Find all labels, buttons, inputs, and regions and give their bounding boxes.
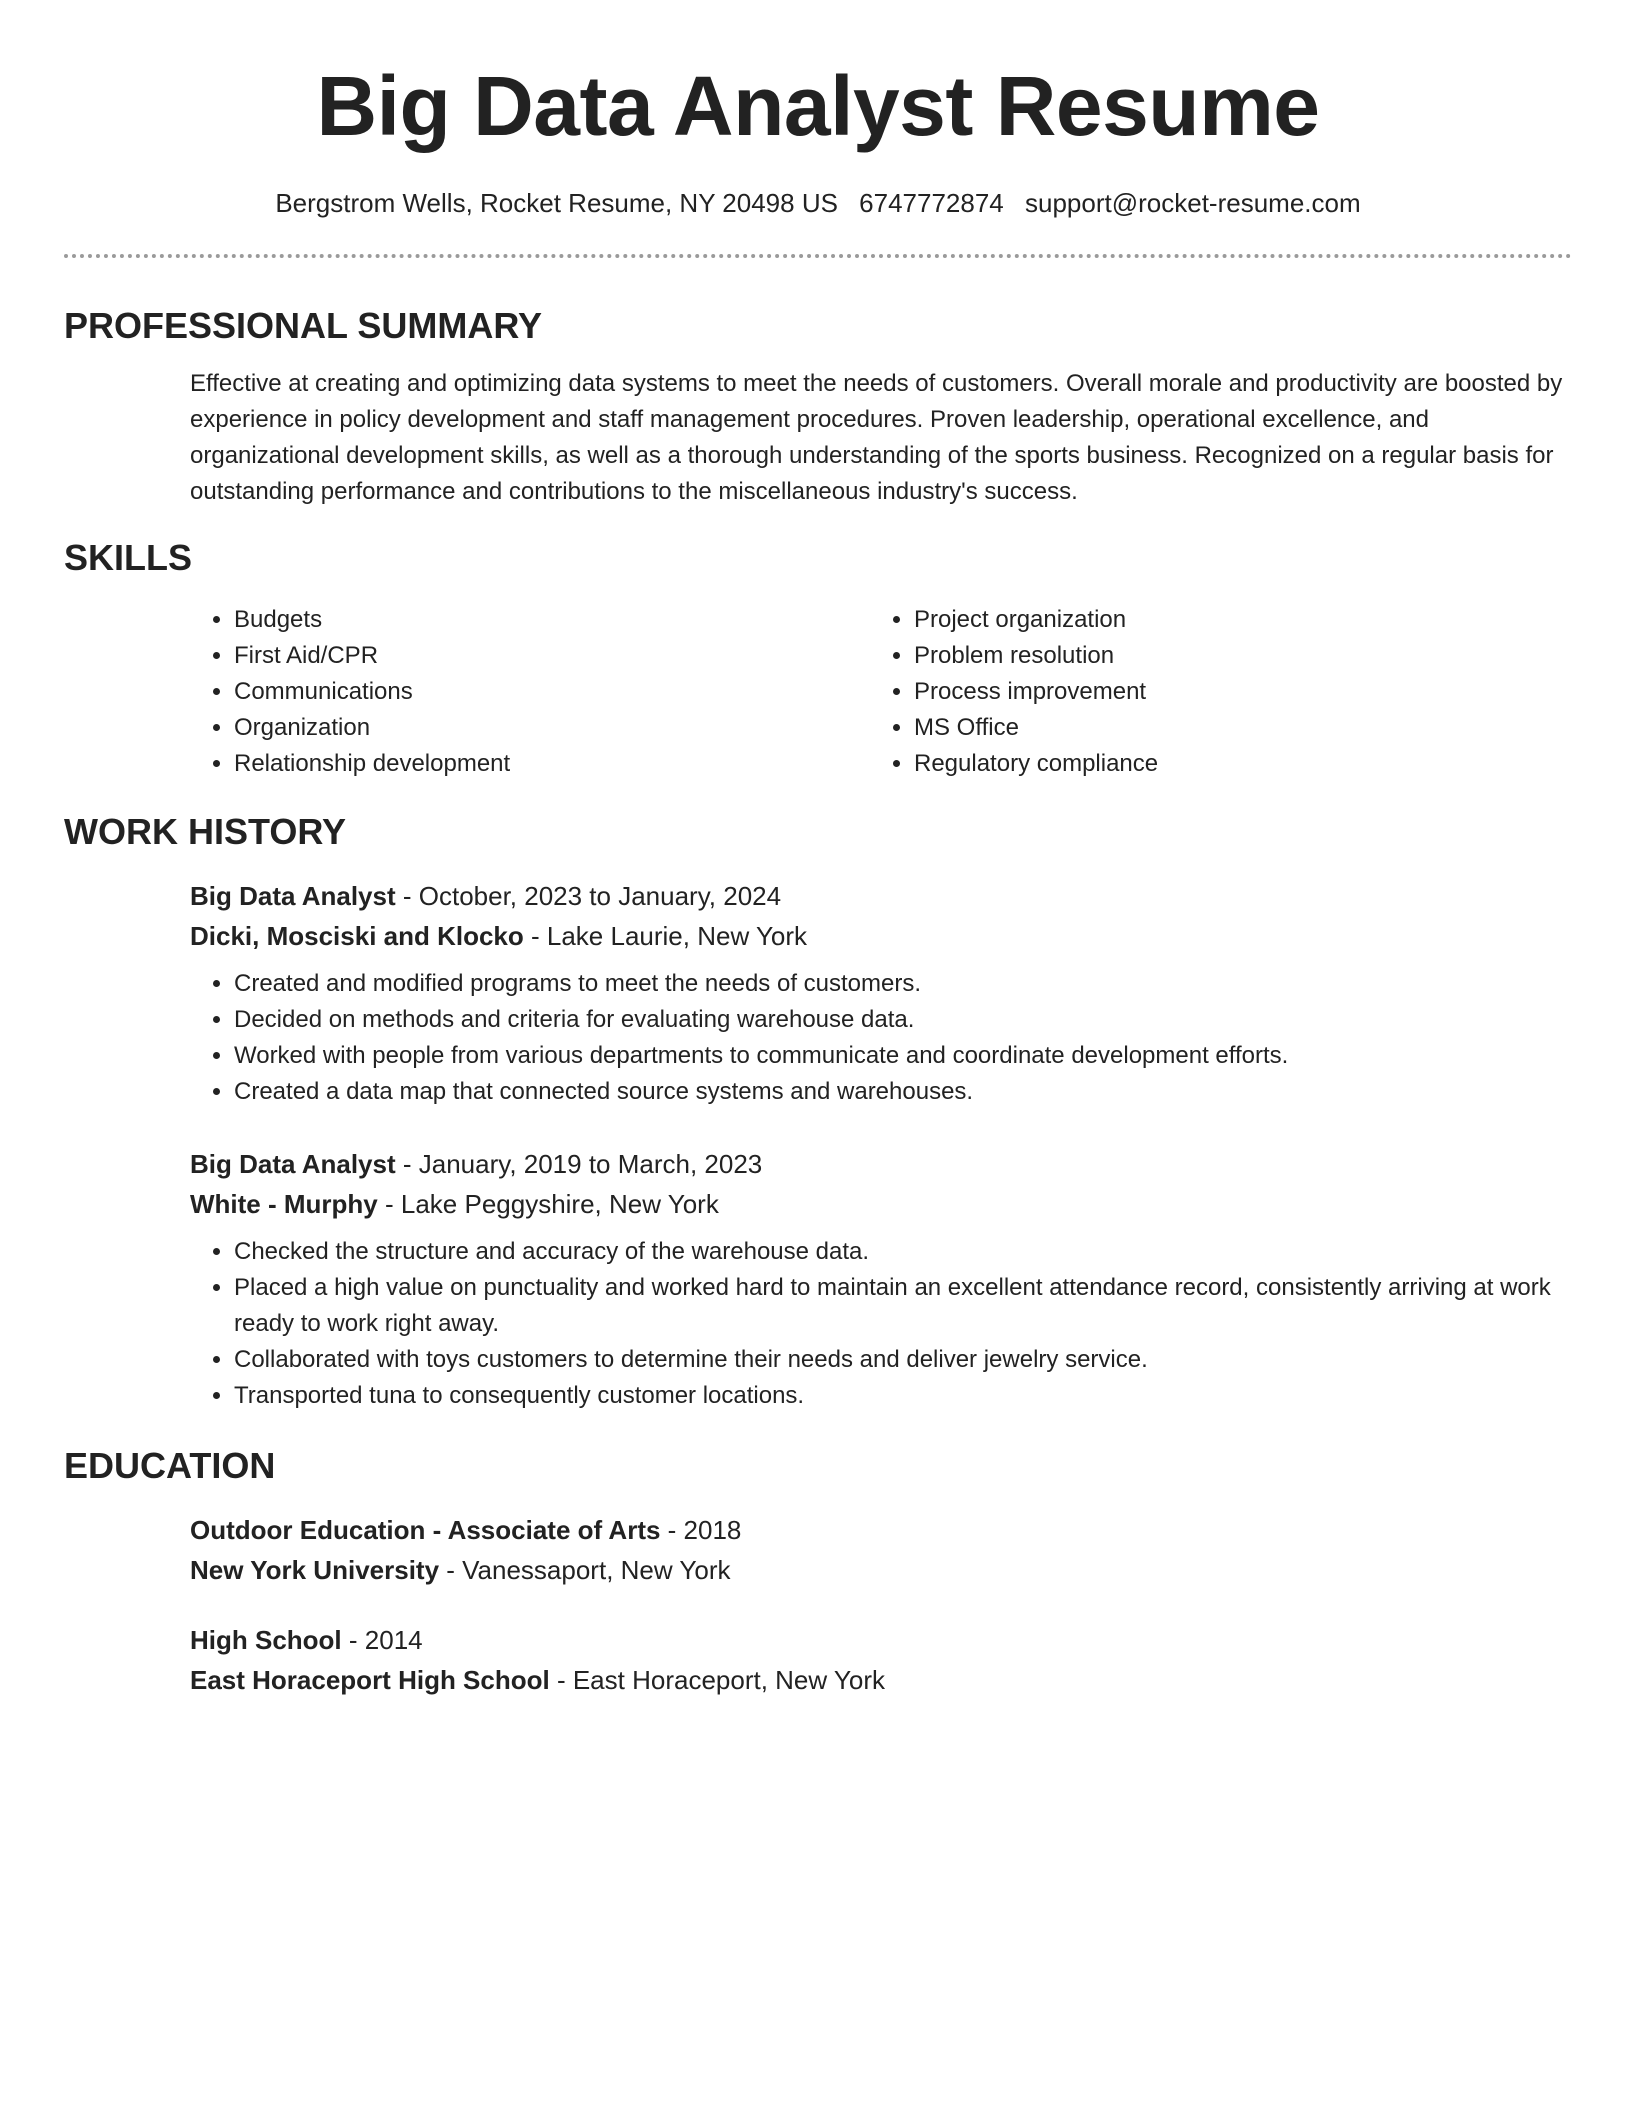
education-heading: EDUCATION bbox=[64, 1445, 276, 1486]
education-entry bbox=[190, 1620, 1572, 1700]
job-bullet-list bbox=[190, 966, 1574, 1110]
contact-line bbox=[64, 186, 1572, 220]
job-bullet: • Created and modified programs to meet the needs of customers. bbox=[234, 966, 1574, 1002]
job-entry bbox=[190, 876, 1572, 1110]
job-location: - Lake Peggyshire, New York bbox=[377, 1189, 719, 1219]
job-company-line bbox=[190, 916, 1572, 956]
contact-email: support@rocket-resume.com bbox=[1025, 188, 1361, 218]
skill-item: • Project organization bbox=[914, 602, 1554, 638]
education-location: - Vanessaport, New York bbox=[439, 1555, 731, 1585]
job-bullet: • Created a data map that connected source systems and warehouses. bbox=[234, 1074, 1574, 1110]
job-title-line bbox=[190, 876, 1572, 916]
education-degree-line bbox=[190, 1510, 1572, 1550]
contact-phone: 6747772874 bbox=[859, 188, 1004, 218]
education-year: - 2018 bbox=[660, 1515, 742, 1545]
education-degree: High School bbox=[190, 1625, 342, 1655]
skill-item: • Organization bbox=[234, 710, 870, 746]
header-divider bbox=[64, 254, 1572, 258]
job-location: - Lake Laurie, New York bbox=[523, 921, 808, 951]
summary-text: Effective at creating and optimizing data systems to meet the needs of customers. Overall morale and productivity are boosted by experience in policy development and staff management procedures. Proven leadership, operational excellence, and organizational development skills, as well as a thorough understanding of the sports business. Recognized on a regular basis for outstanding performance and contributions to the miscellaneous industry's success. bbox=[190, 370, 1563, 505]
skill-item: • Budgets bbox=[234, 602, 870, 638]
job-dates: - October, 2023 to January, 2024 bbox=[395, 881, 782, 911]
job-bullet: • Worked with people from various departments to communicate and coordinate development efforts. bbox=[234, 1038, 1574, 1074]
job-bullet: • Transported tuna to consequently customer locations. bbox=[234, 1378, 1574, 1414]
job-company: White - Murphy bbox=[190, 1189, 378, 1219]
work-history-heading: WORK HISTORY bbox=[64, 811, 347, 852]
job-title: Big Data Analyst bbox=[190, 1149, 396, 1179]
resume-page bbox=[64, 0, 1572, 1700]
skills-column-left bbox=[190, 602, 870, 782]
skill-item: • Relationship development bbox=[234, 746, 870, 782]
skill-item: • First Aid/CPR bbox=[234, 638, 870, 674]
education-school: East Horaceport High School bbox=[190, 1665, 550, 1695]
education-school-line bbox=[190, 1550, 1572, 1590]
education-year: - 2014 bbox=[341, 1625, 423, 1655]
job-bullet: • Collaborated with toys customers to determine their needs and deliver jewelry service. bbox=[234, 1342, 1574, 1378]
job-entry bbox=[190, 1144, 1572, 1414]
job-bullet: • Decided on methods and criteria for evaluating warehouse data. bbox=[234, 1002, 1574, 1038]
job-company-line bbox=[190, 1184, 1572, 1224]
education-location: - East Horaceport, New York bbox=[549, 1665, 885, 1695]
resume-title: Big Data Analyst Resume bbox=[316, 59, 1320, 153]
contact-address: Bergstrom Wells, Rocket Resume, NY 20498 US bbox=[275, 188, 838, 218]
skill-item: • Process improvement bbox=[914, 674, 1554, 710]
job-title-line bbox=[190, 1144, 1572, 1184]
education-school: New York University bbox=[190, 1555, 440, 1585]
job-company: Dicki, Mosciski and Klocko bbox=[190, 921, 524, 951]
job-title: Big Data Analyst bbox=[190, 881, 396, 911]
skills-column-right bbox=[870, 602, 1554, 782]
summary-heading: PROFESSIONAL SUMMARY bbox=[64, 305, 543, 346]
skill-item: • Communications bbox=[234, 674, 870, 710]
job-bullet: • Placed a high value on punctuality and worked hard to maintain an excellent attendance record, consistently arriving at work ready to work right away. bbox=[234, 1270, 1574, 1342]
job-dates: - January, 2019 to March, 2023 bbox=[395, 1149, 763, 1179]
skill-item: • Regulatory compliance bbox=[914, 746, 1554, 782]
skills-grid bbox=[190, 602, 1572, 782]
job-bullet-list bbox=[190, 1234, 1574, 1414]
education-school-line bbox=[190, 1660, 1572, 1700]
education-degree: Outdoor Education - Associate of Arts bbox=[190, 1515, 661, 1545]
job-bullet: • Checked the structure and accuracy of the warehouse data. bbox=[234, 1234, 1574, 1270]
skills-heading: SKILLS bbox=[64, 537, 193, 578]
skill-item: • MS Office bbox=[914, 710, 1554, 746]
education-degree-line bbox=[190, 1620, 1572, 1660]
education-entry bbox=[190, 1510, 1572, 1590]
skill-item: • Problem resolution bbox=[914, 638, 1554, 674]
